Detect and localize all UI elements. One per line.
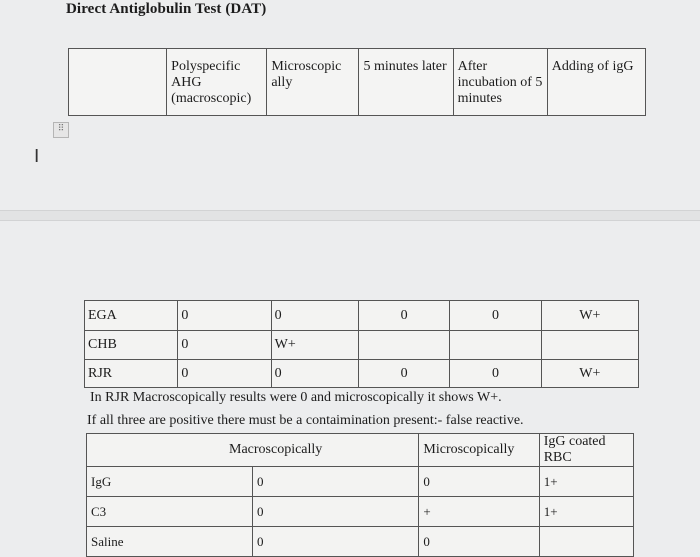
t1-header-5min[interactable]: 5 minutes later (359, 49, 453, 116)
t1-header-adding-igg[interactable]: Adding of igG (547, 49, 645, 116)
igg-table (86, 433, 634, 557)
t2-cell[interactable]: 0 (358, 301, 449, 331)
t3-cell[interactable]: 0 (253, 527, 419, 557)
t3-cell[interactable]: + (419, 497, 539, 527)
t2-cell[interactable] (541, 331, 638, 360)
t3-header-macroscopically[interactable]: Macroscopically (87, 434, 419, 467)
results-table (84, 300, 639, 388)
t3-header-microscopically[interactable]: Microscopically (419, 434, 539, 467)
t2-row-label[interactable]: EGA (85, 301, 178, 331)
t3-cell[interactable] (539, 527, 633, 557)
t2-cell[interactable]: 0 (271, 360, 358, 388)
t1-header-incubation[interactable]: After incubation of 5 minutes (453, 49, 547, 116)
t3-row-label[interactable]: C3 (87, 497, 253, 527)
note-contamination: If all three are positive there must be a contaimination present:- false reactive. (87, 413, 524, 428)
t1-header-blank[interactable] (69, 49, 167, 116)
document-title: Direct Antiglobulin Test (DAT) (66, 1, 267, 17)
note-rjr: In RJR Macroscopically results were 0 and microscopically it shows W+. (90, 390, 502, 405)
t2-cell[interactable]: 0 (178, 301, 271, 331)
t1-header-polyspecific[interactable]: Polyspecific AHG (macroscopic) (167, 49, 267, 116)
t2-cell[interactable]: 0 (178, 360, 271, 388)
t2-cell[interactable]: W+ (541, 360, 638, 388)
t3-header-igg-coated[interactable]: IgG coated RBC (539, 434, 633, 467)
t3-cell[interactable]: 1+ (539, 497, 633, 527)
dat-header-table (68, 48, 646, 116)
t3-cell[interactable]: 0 (253, 497, 419, 527)
page-divider (0, 210, 700, 221)
t3-cell[interactable]: 0 (253, 467, 419, 497)
t3-cell[interactable]: 0 (419, 467, 539, 497)
t3-row-label[interactable]: Saline (87, 527, 253, 557)
t2-row-label[interactable]: CHB (85, 331, 178, 360)
t3-cell[interactable]: 1+ (539, 467, 633, 497)
t2-row-label[interactable]: RJR (85, 360, 178, 388)
t2-cell[interactable]: 0 (450, 360, 541, 388)
t1-header-microscopic[interactable]: Microscopic ally (267, 49, 359, 116)
text-cursor-icon: I (34, 146, 40, 167)
t3-row-label[interactable]: IgG (87, 467, 253, 497)
table-move-handle-icon[interactable]: ⠿ (53, 122, 69, 138)
t2-cell[interactable]: 0 (178, 331, 271, 360)
t2-cell[interactable]: 0 (358, 360, 449, 388)
t2-cell[interactable]: W+ (271, 331, 358, 360)
t2-cell[interactable]: 0 (450, 301, 541, 331)
t2-cell[interactable] (450, 331, 541, 360)
t2-cell[interactable]: 0 (271, 301, 358, 331)
t2-cell[interactable] (358, 331, 449, 360)
t3-cell[interactable]: 0 (419, 527, 539, 557)
t2-cell[interactable]: W+ (541, 301, 638, 331)
